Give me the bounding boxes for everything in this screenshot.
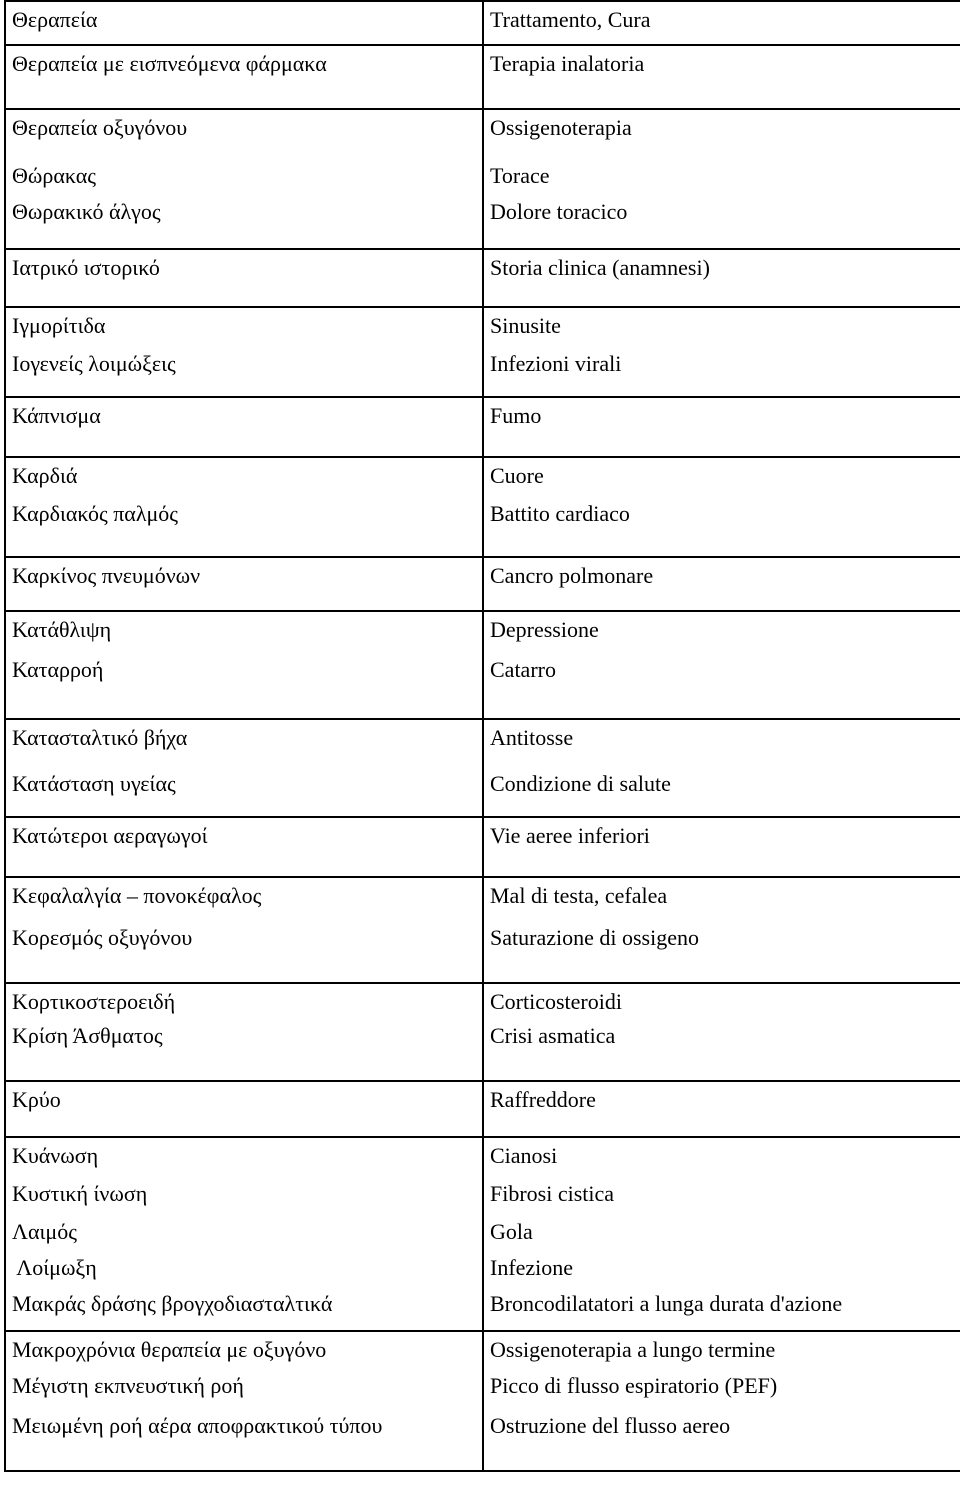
italian-term-cell: [483, 307, 960, 397]
greek-term-cell: [5, 109, 483, 249]
italian-term: Infezione: [490, 1255, 574, 1280]
italian-term-cell: [483, 397, 960, 457]
greek-term: Ιγμορίτιδα: [12, 313, 106, 338]
italian-term-cell: [483, 719, 960, 817]
greek-term-cell: [5, 1331, 483, 1471]
italian-term: Sinusite: [490, 313, 561, 338]
greek-term: Μακράς δράσης βρογχοδιασταλτικά: [12, 1291, 333, 1316]
italian-term-cell: [483, 457, 960, 557]
greek-term: Κορτικοστεροειδή: [12, 989, 176, 1014]
table-row: [5, 877, 960, 983]
italian-term: Fibrosi cistica: [490, 1181, 615, 1206]
italian-term: Antitosse: [490, 725, 574, 750]
greek-term: Μακροχρόνια θεραπεία με οξυγόνο: [12, 1337, 327, 1362]
greek-term: Κυάνωση: [12, 1143, 99, 1168]
greek-term-cell: [5, 249, 483, 307]
table-row: [5, 557, 960, 611]
greek-term: Κατάσταση υγείας: [12, 771, 176, 796]
greek-term-cell: [5, 45, 483, 109]
greek-term: Θώρακας: [12, 163, 97, 188]
greek-term-cell: [5, 719, 483, 817]
italian-term: Ossigenoterapia: [490, 115, 632, 140]
italian-term: Terapia inalatoria: [490, 51, 645, 76]
glossary-table-body: [5, 1, 960, 1471]
greek-term-cell: [5, 817, 483, 877]
greek-term: Κατάθλιψη: [12, 617, 112, 642]
italian-term-cell: [483, 983, 960, 1081]
greek-term-cell: [5, 1081, 483, 1137]
italian-term-cell: [483, 249, 960, 307]
greek-term-cell: [5, 557, 483, 611]
italian-term-cell: [483, 877, 960, 983]
italian-term: Ossigenoterapia a lungo termine: [490, 1337, 776, 1362]
table-row: [5, 1081, 960, 1137]
greek-term: Κυστική ίνωση: [12, 1181, 148, 1206]
italian-term: Dolore toracico: [490, 199, 628, 224]
greek-term-cell: [5, 457, 483, 557]
table-row: [5, 983, 960, 1081]
greek-term-cell: [5, 611, 483, 719]
greek-term: Θεραπεία με εισπνεόμενα φάρμακα: [12, 51, 327, 76]
italian-term: Condizione di salute: [490, 771, 671, 796]
italian-term: Vie aeree inferiori: [490, 823, 650, 848]
italian-term: Trattamento, Cura: [490, 7, 651, 32]
table-row: [5, 457, 960, 557]
glossary-sheet: [4, 0, 956, 1488]
italian-term: Storia clinica (anamnesi): [490, 255, 710, 280]
italian-term: Infezioni virali: [490, 351, 622, 376]
italian-term: Battito cardiaco: [490, 501, 630, 526]
italian-term-cell: [483, 1081, 960, 1137]
table-row: [5, 45, 960, 109]
italian-term-cell: [483, 109, 960, 249]
greek-term-cell: [5, 307, 483, 397]
italian-term: Corticosteroidi: [490, 989, 622, 1014]
italian-term: Cancro polmonare: [490, 563, 654, 588]
greek-term: Κεφαλαλγία – πονοκέφαλος: [12, 883, 262, 908]
greek-term: Κάπνισμα: [12, 403, 101, 428]
italian-term: Cianosi: [490, 1143, 558, 1168]
greek-term-cell: [5, 877, 483, 983]
italian-term-cell: [483, 817, 960, 877]
italian-term: Gola: [490, 1219, 533, 1244]
table-row: [5, 1331, 960, 1471]
greek-term: Θωρακικό άλγος: [12, 199, 161, 224]
greek-term: Λοίμωξη: [12, 1255, 97, 1280]
table-row: [5, 817, 960, 877]
italian-term: Broncodilatatori a lunga durata d'azione: [490, 1291, 843, 1316]
italian-term: Torace: [490, 163, 550, 188]
italian-term: Picco di flusso espiratorio (PEF): [490, 1373, 778, 1398]
table-row: [5, 611, 960, 719]
table-row: [5, 719, 960, 817]
table-row: [5, 1137, 960, 1331]
greek-term: Θεραπεία: [12, 7, 98, 32]
table-row: [5, 307, 960, 397]
italian-term-cell: [483, 611, 960, 719]
table-row: [5, 1, 960, 45]
greek-term: Κορεσμός οξυγόνου: [12, 925, 193, 950]
greek-term: Θεραπεία οξυγόνου: [12, 115, 188, 140]
greek-term: Κατασταλτικό βήχα: [12, 725, 188, 750]
glossary-table: [4, 0, 960, 1472]
greek-term-cell: [5, 983, 483, 1081]
italian-term: Raffreddore: [490, 1087, 596, 1112]
italian-term-cell: [483, 1331, 960, 1471]
italian-term: Mal di testa, cefalea: [490, 883, 668, 908]
greek-term: Κρύο: [12, 1087, 61, 1112]
table-row: [5, 397, 960, 457]
greek-term: Καταρροή: [12, 657, 104, 682]
greek-term: Ιατρικό ιστορικό: [12, 255, 160, 280]
italian-term: Saturazione di ossigeno: [490, 925, 699, 950]
greek-term: Ιογενείς λοιμώξεις: [12, 351, 176, 376]
greek-term: Καρδιακός παλμός: [12, 501, 179, 526]
greek-term: Μέγιστη εκπνευστική ροή: [12, 1373, 244, 1398]
italian-term-cell: [483, 1, 960, 45]
greek-term-cell: [5, 1137, 483, 1331]
italian-term-cell: [483, 1137, 960, 1331]
greek-term: Καρκίνος πνευμόνων: [12, 563, 201, 588]
greek-term: Μειωμένη ροή αέρα αποφρακτικού τύπου: [12, 1413, 383, 1438]
greek-term: Καρδιά: [12, 463, 78, 488]
greek-term-cell: [5, 1, 483, 45]
greek-term: Κρίση Άσθματος: [12, 1023, 163, 1048]
italian-term: Catarro: [490, 657, 556, 682]
table-row: [5, 249, 960, 307]
greek-term-cell: [5, 397, 483, 457]
italian-term: Depressione: [490, 617, 599, 642]
italian-term: Crisi asmatica: [490, 1023, 616, 1048]
italian-term: Fumo: [490, 403, 542, 428]
greek-term: Λαιμός: [12, 1219, 77, 1244]
italian-term: Cuore: [490, 463, 544, 488]
greek-term: Κατώτεροι αεραγωγοί: [12, 823, 208, 848]
table-row: [5, 109, 960, 249]
italian-term-cell: [483, 557, 960, 611]
italian-term: Ostruzione del flusso aereo: [490, 1413, 731, 1438]
italian-term-cell: [483, 45, 960, 109]
